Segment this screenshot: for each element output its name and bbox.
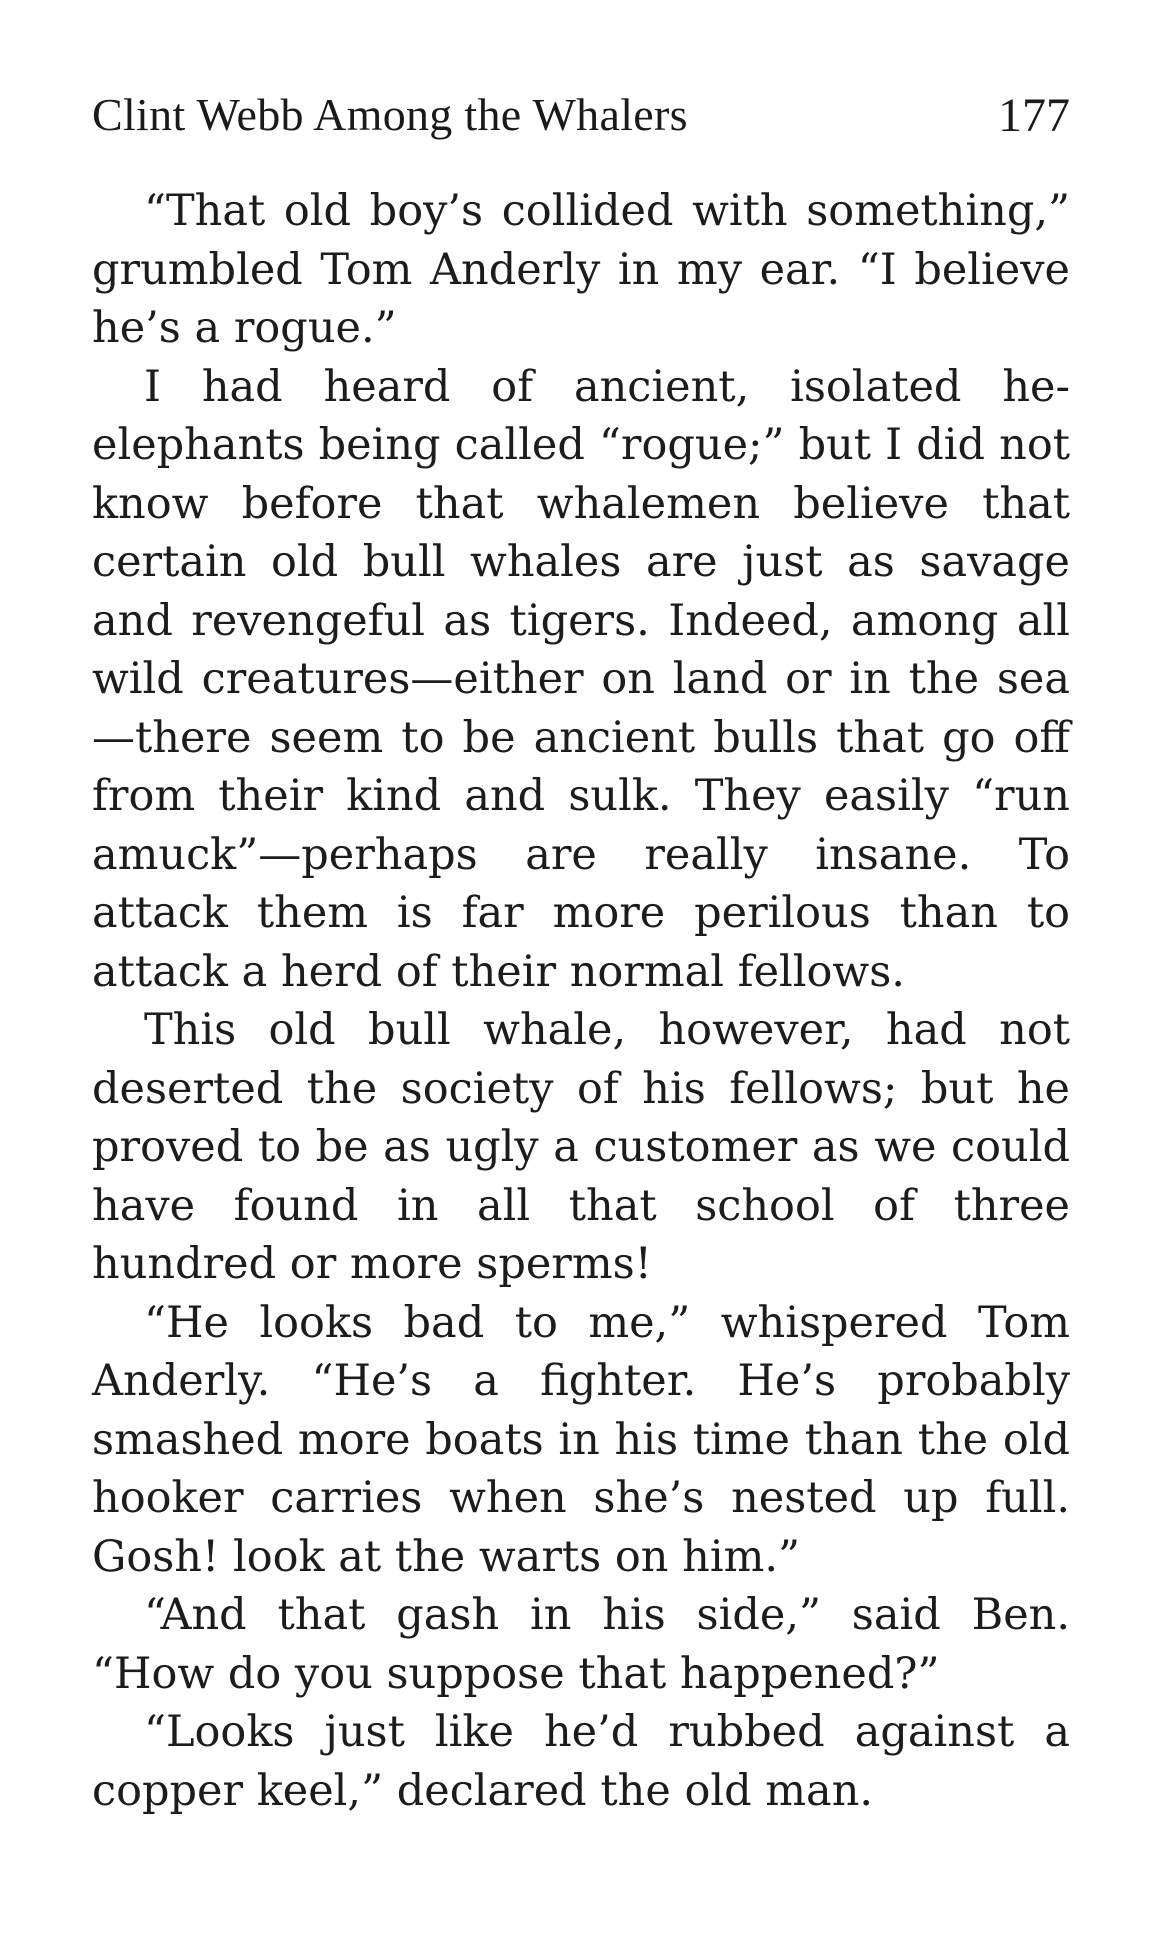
paragraph: “And that gash in his side,” said Ben. “How do you suppose that happened?” [92,1590,1070,1699]
paragraph: I had heard of ancient, isolated he-elephants being called “rogue;” but I did not know before that whalemen believe that certain old bull whales are just as savage and revengeful as tigers. Indeed, among all wild creatures—either on land or in the sea—there seem to be ancient bulls that go off from their kind and sulk. They easily “run amuck”—perhaps are really insane. To attack them is far more perilous than to attack a herd of their normal fellows. [92,361,1070,997]
paragraph: “That old boy’s collided with something,” grumbled Tom Anderly in my ear. “I believe he’s a rogue.” [92,186,1070,353]
paragraph: “He looks bad to me,” whispered Tom Anderly. “He’s a fighter. He’s probably smashed more boats in his time than the old hooker carries when she’s nested up full. Gosh! look at the warts on him.” [92,1297,1070,1582]
running-title: Clint Webb Among the Whalers [92,89,688,140]
paragraph: This old bull whale, however, had not deserted the society of his fellows; but he proved to be as ugly a customer as we could have found in all that school of three hundred or more sperms! [92,1005,1070,1289]
page-number: 177 [998,89,1070,142]
running-head [92,88,1070,148]
body-text [92,182,1070,1820]
paragraph: “Looks just like he’d rubbed against a copper keel,” declared the old man. [92,1707,1070,1816]
